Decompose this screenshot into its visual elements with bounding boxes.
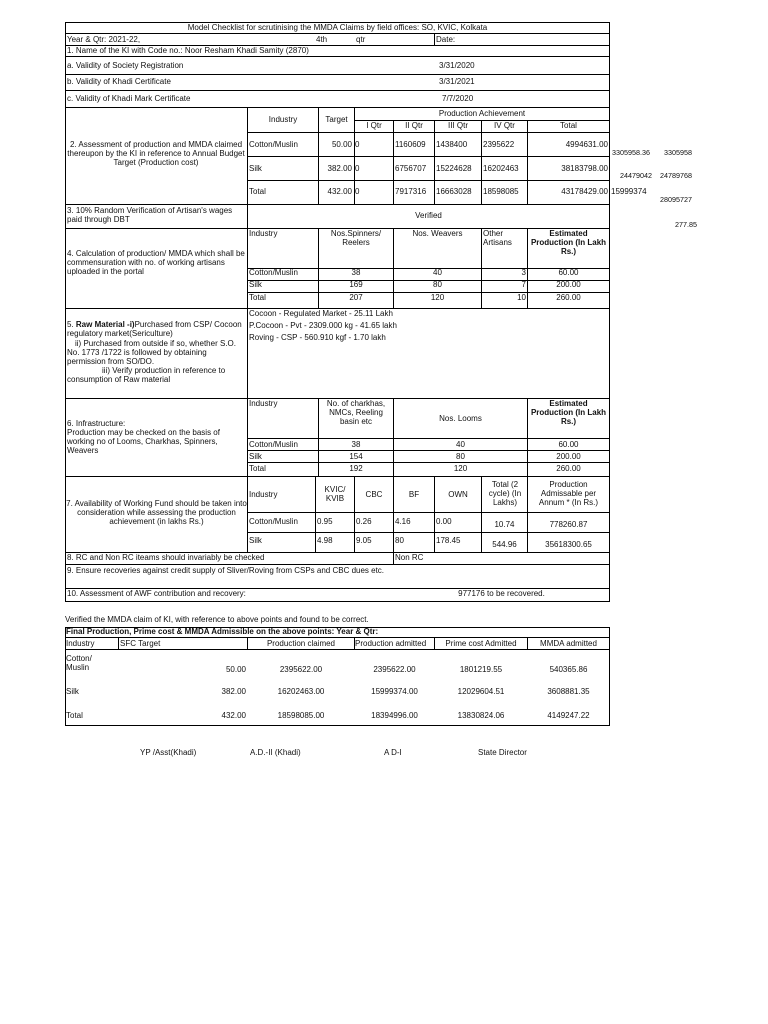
sec6-looms: 120 — [453, 464, 468, 473]
side-note: 3305958.36 — [612, 148, 650, 157]
sec4-industry: Silk — [249, 280, 262, 289]
sec2-q4: 16202463 — [483, 164, 519, 173]
sec4-est: 60.00 — [558, 268, 579, 277]
sec5-value-1: Cocoon - Regulated Market - 25.11 Lakh — [249, 309, 393, 318]
sec7-own: 178.45 — [436, 536, 461, 545]
sec7-total: 10.74 — [494, 520, 515, 529]
sec7-header-prod: Production Admissable per Annum * (In Rs.) — [538, 480, 599, 507]
final-header-admitted: Production admitted — [355, 640, 427, 648]
sec4-industry: Cotton/Muslin — [249, 268, 298, 277]
validity-society-label: a. Validity of Society Registration — [67, 61, 184, 70]
signature-ad-i: A D-I — [384, 748, 402, 757]
sec6-charkhas: 38 — [351, 440, 361, 449]
sec2-header-q2: II Qtr — [405, 121, 423, 130]
sec2-total: 38183798.00 — [561, 164, 608, 173]
validity-khadi-cert-value: 3/31/2021 — [439, 77, 475, 86]
final-claimed: 2395622.00 — [279, 665, 323, 674]
sec2-header-total: Total — [560, 121, 577, 130]
sec7-header-total: Total (2 cycle) (In Lakhs) — [488, 480, 522, 507]
sec6-est: 200.00 — [556, 452, 581, 461]
final-sfc: 382.00 — [221, 687, 246, 696]
final-header-prime: Prime cost Admitted — [445, 639, 517, 648]
sec4-spinners: 169 — [349, 280, 363, 289]
sec2-header-q4: IV Qtr — [494, 121, 515, 130]
sec6-header-looms: Nos. Looms — [439, 414, 482, 423]
sec7-bf: 80 — [395, 536, 404, 545]
final-header-claimed: Production claimed — [266, 639, 336, 648]
sec2-industry: Total — [249, 187, 266, 196]
sec9-label: 9. Ensure recoveries against credit supply of Sliver/Roving from CSPs and CBC dues etc. — [67, 566, 385, 575]
sec7-header-cbc: CBC — [365, 490, 383, 499]
sec5-num: 5. — [67, 320, 76, 329]
sec3-label: 3. 10% Random Verification of Artisan's wages paid through DBT — [67, 206, 233, 224]
sec4-header-industry: Industry — [249, 229, 278, 238]
validity-khadi-cert-label: b. Validity of Khadi Certificate — [67, 77, 171, 86]
signature-ad-ii: A.D.-II (Khadi) — [250, 748, 301, 757]
sec2-header-target: Target — [325, 115, 348, 124]
sec6-label: 6. Infrastructure: — [67, 419, 126, 428]
sec4-header-weavers: Nos. Weavers — [412, 229, 463, 238]
sec4-weavers: 120 — [430, 293, 445, 302]
final-prime: 1801219.55 — [459, 665, 503, 674]
sec5-label — [67, 321, 245, 339]
final-mmda: 540365.86 — [549, 665, 588, 674]
sec4-est: 200.00 — [556, 280, 581, 289]
sec5-ii: ii) Purchased from outside if so, whether S.O. No. 1773 /1722 is followed by obtaining permission from SO/DO. — [67, 339, 236, 366]
sec7-kvic: 0.95 — [317, 517, 333, 526]
sec2-total: 43178429.00 — [561, 187, 608, 196]
signature-state-director: State Director — [478, 748, 527, 757]
sec2-industry: Cotton/Muslin — [249, 140, 298, 149]
form-title: Model Checklist for scrutinising the MMDA Claims by field offices: SO, KVIC, Kolkata — [187, 23, 488, 32]
sec6-est: 60.00 — [558, 440, 579, 449]
sec2-target: 432.00 — [327, 187, 352, 196]
sec2-q1: 0 — [355, 140, 360, 149]
sec7-header-bf: BF — [408, 490, 420, 499]
final-industry: Silk — [66, 687, 79, 696]
qtr-label: qtr — [356, 35, 366, 44]
sec7-label: 7. Availability of Working Fund should be taken into consideration while assessing the production achievement (in lakhs Rs.) — [66, 499, 247, 526]
final-header-industry: Industry — [66, 639, 95, 648]
side-note: 277.85 — [675, 220, 697, 229]
sec2-q3: 1438400 — [436, 140, 468, 149]
sec7-own: 0.00 — [436, 517, 452, 526]
sec6-looms: 80 — [456, 452, 465, 461]
sec6-looms: 40 — [456, 440, 465, 449]
sec2-q1: 0 — [355, 164, 360, 173]
sec6-header-industry: Industry — [249, 399, 278, 408]
final-prime: 13830824.06 — [457, 711, 505, 720]
sec2-total-extra: 15999374 — [611, 187, 647, 196]
date-label: Date: — [436, 35, 456, 44]
sec7-header-kvic: KVIC/ KVIB — [324, 485, 346, 503]
sec7-cbc: 9.05 — [356, 536, 372, 545]
side-note: 28095727 — [660, 195, 692, 204]
sec7-header-industry: Industry — [249, 490, 278, 499]
sec4-spinners: 38 — [351, 268, 361, 277]
sec7-header-own: OWN — [448, 490, 468, 499]
sec2-q2: 7917316 — [395, 187, 427, 196]
sec7-kvic: 4.98 — [317, 536, 333, 545]
sec4-spinners: 207 — [349, 293, 363, 302]
validity-khadi-mark-value: 7/7/2020 — [442, 94, 474, 103]
sec4-other: 3 — [521, 268, 526, 277]
qtr-number: 4th — [316, 35, 328, 44]
sec10-value: 977176 to be recovered. — [458, 589, 545, 598]
verified-statement: Verified the MMDA claim of KI, with reference to above points and found to be correct. — [65, 615, 369, 624]
sec2-total: 4994631.00 — [565, 140, 608, 149]
sec2-q4: 2395622 — [483, 140, 515, 149]
validity-society-value: 3/31/2020 — [439, 61, 475, 70]
sec2-header-prod-ach: Production Achievement — [438, 109, 526, 118]
sec2-target: 382.00 — [327, 164, 352, 173]
sec2-header-q1: I Qtr — [366, 121, 382, 130]
sec2-q3: 16663028 — [436, 187, 472, 196]
sec7-total: 544.96 — [492, 540, 517, 549]
sec4-other: 7 — [521, 280, 526, 289]
validity-khadi-mark-label: c. Validity of Khadi Mark Certificate — [67, 94, 191, 103]
sec7-prod: 35618300.65 — [545, 540, 592, 549]
sec2-header-q3: III Qtr — [448, 121, 468, 130]
sec2-header-industry: Industry — [268, 115, 298, 124]
side-note: 24479042 — [620, 171, 652, 180]
sec6-industry: Silk — [249, 452, 262, 461]
side-note: 24789768 — [660, 171, 692, 180]
sec4-header-est: Estimated Production (In Lakh Rs.) — [530, 229, 607, 256]
final-admitted: 2395622.00 — [373, 665, 416, 674]
sec4-weavers: 40 — [433, 268, 442, 277]
final-prime: 12029604.51 — [457, 687, 505, 696]
final-title: Final Production, Prime cost & MMDA Admissible on the above points: Year & Qtr: — [66, 627, 379, 636]
sec4-label: 4. Calculation of production/ MMDA which shall be commensuration with no. of working artisans uploaded in the portal — [67, 249, 245, 276]
sec5-label-rest: Purchased from CSP/ Cocoon regulatory market(Sericulture) — [67, 320, 242, 338]
final-mmda: 3608881.35 — [547, 687, 590, 696]
final-claimed: 16202463.00 — [277, 687, 325, 696]
sec4-header-spinners: Nos.Spinners/ Reelers — [330, 229, 382, 247]
sec6-header-est: Estimated Production (In Lakh Rs.) — [530, 399, 607, 426]
sec5-value-3: Roving - CSP - 560.910 kgf - 1.70 lakh — [249, 333, 386, 342]
sec10-label: 10. Assessment of AWF contribution and recovery: — [67, 589, 246, 598]
sec5-value-2: P.Cocoon - Pvt - 2309.000 kg - 41.65 lakh — [249, 321, 397, 330]
sec2-industry: Silk — [249, 164, 262, 173]
sec4-weavers: 80 — [433, 280, 442, 289]
year-qtr-label: Year & Qtr: 2021-22, — [67, 35, 141, 44]
sec7-bf: 4.16 — [395, 517, 411, 526]
final-header-mmda: MMDA admitted — [540, 639, 597, 648]
sec2-q1: 0 — [355, 187, 360, 196]
sec6-label2: Production may be checked on the basis of working no of Looms, Charkhas, Spinners, Weavers — [67, 428, 220, 455]
sec7-prod: 778260.87 — [549, 520, 588, 529]
sec6-est: 260.00 — [556, 464, 581, 473]
ki-name-row: 1. Name of the KI with Code no.: Noor Resham Khadi Samity (2870) — [67, 46, 309, 55]
sec6-header-charkhas: No. of charkhas, NMCs, Reeling basin etc — [326, 399, 386, 426]
signature-yp-asst: YP /Asst(Khadi) — [140, 748, 197, 757]
final-header-sfc: SFC Target — [120, 639, 161, 648]
sec3-value: Verified — [415, 211, 442, 220]
sec4-est: 260.00 — [556, 293, 581, 302]
sec8-value: Non RC — [395, 553, 424, 562]
sec5-label-bold: Raw Material -i) — [75, 320, 135, 329]
sec7-industry: Silk — [249, 536, 262, 545]
final-industry: Total — [66, 711, 83, 720]
sec4-header-other: Other Artisans — [483, 229, 512, 247]
final-mmda: 4149247.22 — [547, 711, 590, 720]
sec6-charkhas: 154 — [349, 452, 363, 461]
sec6-industry: Total — [249, 464, 266, 473]
final-sfc: 50.00 — [225, 665, 246, 674]
sec8-label: 8. RC and Non RC iteams should invariably be checked — [67, 553, 265, 562]
sec7-cbc: 0.26 — [356, 517, 372, 526]
sec6-charkhas: 192 — [349, 464, 363, 473]
side-note: 3305958 — [664, 148, 692, 157]
sec2-target: 50.00 — [331, 140, 352, 149]
sec7-industry: Cotton/Muslin — [249, 517, 298, 526]
sec2-q2: 1160609 — [395, 140, 426, 149]
final-sfc: 432.00 — [221, 711, 246, 720]
sec4-other: 10 — [517, 293, 526, 302]
sec2-q4: 18598085 — [483, 187, 519, 196]
final-industry: Cotton/ Muslin — [66, 654, 92, 672]
sec2-label: 2. Assessment of production and MMDA claimed thereupon by the KI in reference to Annual Budget Target (Production cost) — [67, 140, 245, 167]
sec2-q2: 6756707 — [395, 164, 427, 173]
sec4-industry: Total — [249, 293, 266, 302]
sec6-industry: Cotton/Muslin — [249, 440, 298, 449]
final-admitted: 18394996.00 — [371, 711, 418, 720]
final-admitted: 15999374.00 — [371, 687, 418, 696]
final-claimed: 18598085.00 — [277, 711, 325, 720]
sec2-q3: 15224628 — [436, 164, 472, 173]
sec5-iii: iii) Verify production in reference to consumption of Raw material — [67, 366, 226, 384]
